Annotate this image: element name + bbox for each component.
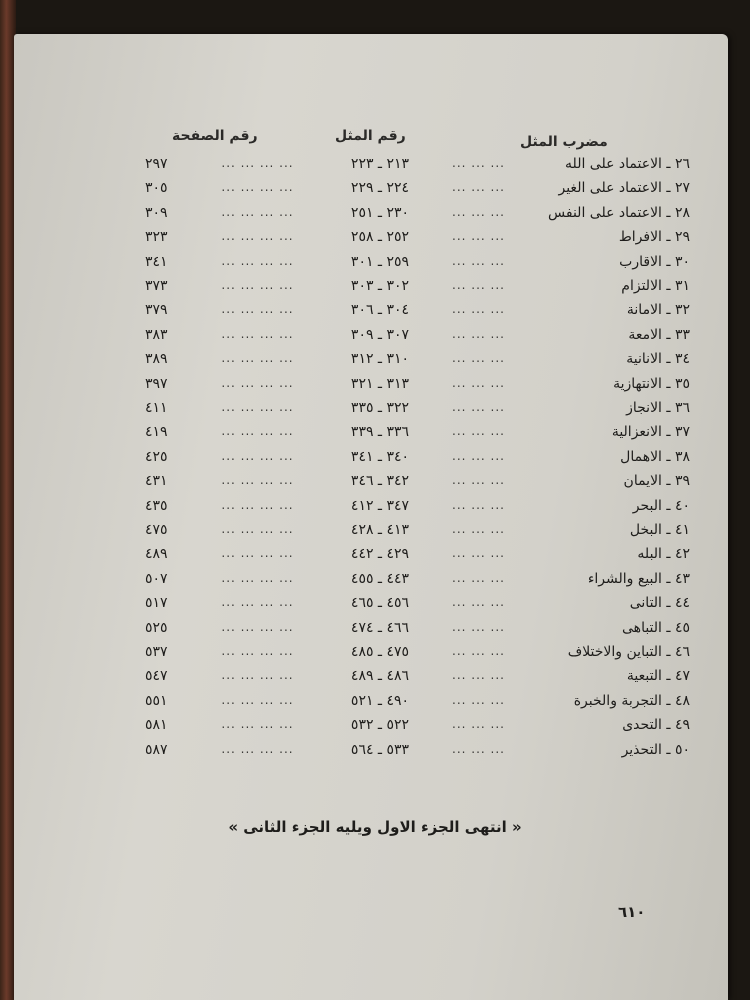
page-cell: ٤٢٥ (145, 448, 168, 465)
proverb-range-cell: ٣٠٧ ـ ٣٠٩ (350, 326, 410, 343)
topic-cell: ٢٦ ـ الاعتماد على الله (565, 156, 690, 172)
leader-dots: ... ... ... (452, 351, 505, 366)
leader-dots: ... ... ... ... (221, 717, 294, 732)
leader-dots: ... ... ... (452, 302, 505, 317)
leader-dots: ... ... ... (452, 595, 505, 610)
table-row (145, 595, 690, 619)
table-row (145, 156, 690, 180)
leader-dots: ... ... ... (452, 570, 505, 585)
leader-dots: ... ... ... ... (221, 253, 294, 268)
table-row (145, 302, 690, 326)
leader-dots: ... ... ... ... (221, 448, 294, 463)
table-row (145, 253, 690, 278)
topic-cell: ٤٩ ـ التحدى (622, 717, 690, 734)
table-row (145, 692, 690, 717)
topic-cell: ٣٨ ـ الاهمال (620, 448, 690, 465)
leader-dots: ... ... ... (452, 546, 505, 561)
topic-cell: ٤٨ ـ التجربة والخبرة (573, 692, 690, 709)
leader-dots: ... ... ... ... (221, 692, 294, 707)
leader-dots: ... ... ... (452, 497, 505, 512)
table-row (145, 229, 690, 253)
leader-dots: ... ... ... (452, 375, 505, 390)
leader-dots: ... ... ... ... (221, 326, 294, 341)
page-cell: ٥٤٧ (145, 668, 168, 685)
page-cell: ٣٢٣ (145, 229, 168, 246)
table-row (145, 278, 690, 302)
table-row (145, 619, 690, 644)
table-row (145, 351, 690, 375)
leader-dots: ... ... ... ... (221, 375, 294, 390)
topic-cell: ٣٣ ـ الامعة (628, 326, 690, 343)
table-row (145, 448, 690, 473)
leader-dots: ... ... ... ... (221, 546, 294, 561)
page-cell: ٣٧٣ (145, 278, 168, 294)
proverb-range-cell: ٣٠٢ ـ ٣٠٣ (350, 278, 410, 294)
proverb-range-cell: ٣٤٠ ـ ٣٤١ (350, 448, 410, 465)
leader-dots: ... ... ... ... (221, 473, 294, 488)
leader-dots: ... ... ... (452, 278, 505, 292)
proverb-range-cell: ٤٩٠ ـ ٥٢١ (350, 692, 410, 709)
leader-dots: ... ... ... ... (221, 278, 294, 292)
proverb-range-cell: ٤٢٩ ـ ٤٤٢ (350, 546, 410, 563)
proverb-range-cell: ٢٢٤ ـ ٢٢٩ (350, 180, 410, 197)
proverb-range-cell: ٢٥٩ ـ ٣٠١ (350, 253, 410, 270)
page-cell: ٣٤١ (145, 253, 168, 270)
leader-dots: ... ... ... (452, 668, 505, 683)
leader-dots: ... ... ... ... (221, 570, 294, 585)
leader-dots: ... ... ... (452, 448, 505, 463)
table-row (145, 400, 690, 424)
page-cell: ٥٢٥ (145, 619, 168, 636)
leader-dots: ... ... ... (452, 619, 505, 634)
page-cell: ٤٣١ (145, 473, 168, 490)
topic-cell: ٣٦ ـ الانجاز (626, 400, 690, 416)
topic-cell: ٣١ ـ الالتزام (621, 278, 690, 294)
leader-dots: ... ... ... ... (221, 156, 294, 170)
topic-cell: ٢٧ ـ الاعتماد على الغير (558, 180, 690, 197)
table-row (145, 522, 690, 546)
table-row (145, 546, 690, 570)
topic-cell: ٤٤ ـ التانى (629, 595, 690, 612)
volume-end-note: « انتهى الجزء الاول ويليه الجزء الثانى » (228, 818, 522, 836)
page-cell: ٣٩٧ (145, 375, 168, 392)
leader-dots: ... ... ... (452, 400, 505, 414)
leader-dots: ... ... ... ... (221, 204, 294, 219)
leader-dots: ... ... ... (452, 473, 505, 488)
proverb-range-cell: ٣٤٢ ـ ٣٤٦ (350, 473, 410, 490)
page-cell: ٣٧٩ (145, 302, 168, 319)
page-cell: ٥١٧ (145, 595, 168, 612)
proverb-range-cell: ٣٢٢ ـ ٣٣٥ (350, 400, 410, 416)
topic-cell: ٣٢ ـ الامانة (626, 302, 690, 319)
topic-cell: ٤٧ ـ التبعية (626, 668, 690, 685)
topic-cell: ٣٥ ـ الانتهازية (613, 375, 690, 392)
page-cell: ٤٨٩ (145, 546, 168, 563)
table-row (145, 473, 690, 497)
leader-dots: ... ... ... (452, 156, 505, 170)
topic-cell: ٤٢ ـ البله (637, 546, 690, 563)
leader-dots: ... ... ... ... (221, 497, 294, 512)
topic-cell: ٢٩ ـ الافراط (618, 229, 690, 246)
leader-dots: ... ... ... (452, 741, 505, 756)
proverb-range-cell: ٤٧٥ ـ ٤٨٥ (350, 644, 410, 660)
table-row (145, 424, 690, 448)
leader-dots: ... ... ... (452, 522, 505, 536)
table-row (145, 326, 690, 351)
table-row (145, 717, 690, 741)
proverb-range-cell: ٢٥٢ ـ ٢٥٨ (350, 229, 410, 246)
leader-dots: ... ... ... (452, 180, 505, 195)
page-number: ٦١٠ (618, 903, 646, 921)
leader-dots: ... ... ... ... (221, 180, 294, 195)
page-cell: ٥٣٧ (145, 644, 168, 660)
page-cell: ٢٩٧ (145, 156, 168, 172)
proverb-range-cell: ٣١٠ ـ ٣١٢ (350, 351, 410, 368)
leader-dots: ... ... ... (452, 326, 505, 341)
leader-dots: ... ... ... (452, 229, 505, 244)
page-cell: ٣٠٥ (145, 180, 168, 197)
proverb-range-cell: ٢١٣ ـ ٢٢٣ (350, 156, 410, 172)
leader-dots: ... ... ... ... (221, 302, 294, 317)
header-proverb-number: رقم المثل (335, 128, 406, 144)
page-cell: ٤٧٥ (145, 522, 168, 538)
table-row (145, 375, 690, 400)
leader-dots: ... ... ... (452, 717, 505, 732)
table-row (145, 668, 690, 692)
leader-dots: ... ... ... ... (221, 424, 294, 439)
leader-dots: ... ... ... ... (221, 741, 294, 756)
header-page-number: رقم الصفحة (172, 128, 258, 144)
table-row (145, 180, 690, 204)
leader-dots: ... ... ... ... (221, 619, 294, 634)
page-cell: ٤٣٥ (145, 497, 168, 514)
page-cell: ٣٠٩ (145, 204, 168, 221)
topic-cell: ٤٠ ـ البحر (632, 497, 690, 514)
proverb-range-cell: ٤٥٦ ـ ٤٦٥ (350, 595, 410, 612)
topic-cell: ٥٠ ـ التحذير (621, 741, 690, 758)
topic-cell: ٣٠ ـ الاقارب (619, 253, 690, 270)
topic-cell: ٤٣ ـ البيع والشراء (587, 570, 690, 587)
leader-dots: ... ... ... ... (221, 595, 294, 610)
proverb-range-cell: ٣٤٧ ـ ٤١٢ (350, 497, 410, 514)
table-row (145, 741, 690, 766)
leader-dots: ... ... ... ... (221, 400, 294, 414)
leader-dots: ... ... ... (452, 692, 505, 707)
proverb-range-cell: ٤٨٦ ـ ٤٨٩ (350, 668, 410, 685)
page-cell: ٥٨٧ (145, 741, 168, 758)
leader-dots: ... ... ... ... (221, 522, 294, 536)
leader-dots: ... ... ... (452, 204, 505, 219)
proverb-range-cell: ٣٠٤ ـ ٣٠٦ (350, 302, 410, 319)
topic-cell: ٣٤ ـ الانانية (626, 351, 690, 368)
leader-dots: ... ... ... ... (221, 644, 294, 658)
proverb-range-cell: ٥٢٢ ـ ٥٣٢ (350, 717, 410, 734)
proverb-range-cell: ٣٣٦ ـ ٣٣٩ (350, 424, 410, 441)
table-row (145, 570, 690, 595)
table-row (145, 644, 690, 668)
topic-cell: ٤٥ ـ التباهى (622, 619, 690, 636)
page-cell: ٤١٩ (145, 424, 168, 441)
page-cell: ٣٨٩ (145, 351, 168, 368)
proverb-range-cell: ٤٦٦ ـ ٤٧٤ (350, 619, 410, 636)
leader-dots: ... ... ... (452, 253, 505, 268)
topic-cell: ٣٩ ـ الايمان (623, 473, 690, 490)
page-cell: ٥٠٧ (145, 570, 168, 587)
page-cell: ٥٨١ (145, 717, 168, 734)
leader-dots: ... ... ... ... (221, 229, 294, 244)
table-row (145, 204, 690, 229)
page-cell: ٣٨٣ (145, 326, 168, 343)
proverb-range-cell: ٣١٣ ـ ٣٢١ (350, 375, 410, 392)
proverb-range-cell: ٤٤٣ ـ ٤٥٥ (350, 570, 410, 587)
proverb-range-cell: ٢٣٠ ـ ٢٥١ (350, 204, 410, 221)
leader-dots: ... ... ... ... (221, 351, 294, 366)
topic-cell: ٤١ ـ البخل (629, 522, 690, 538)
leader-dots: ... ... ... (452, 644, 505, 658)
page-cell: ٤١١ (145, 400, 168, 416)
proverb-range-cell: ٤١٣ ـ ٤٢٨ (350, 522, 410, 538)
header-topic: مضرب المثل (520, 134, 608, 150)
topic-cell: ٣٧ ـ الانعزالية (611, 424, 690, 441)
topic-cell: ٤٦ ـ التباين والاختلاف (567, 644, 690, 660)
table-row (145, 497, 690, 522)
leader-dots: ... ... ... ... (221, 668, 294, 683)
page-cell: ٥٥١ (145, 692, 168, 709)
leader-dots: ... ... ... (452, 424, 505, 439)
proverb-range-cell: ٥٣٣ ـ ٥٦٤ (350, 741, 410, 758)
topic-cell: ٢٨ ـ الاعتماد على النفس (548, 204, 690, 221)
